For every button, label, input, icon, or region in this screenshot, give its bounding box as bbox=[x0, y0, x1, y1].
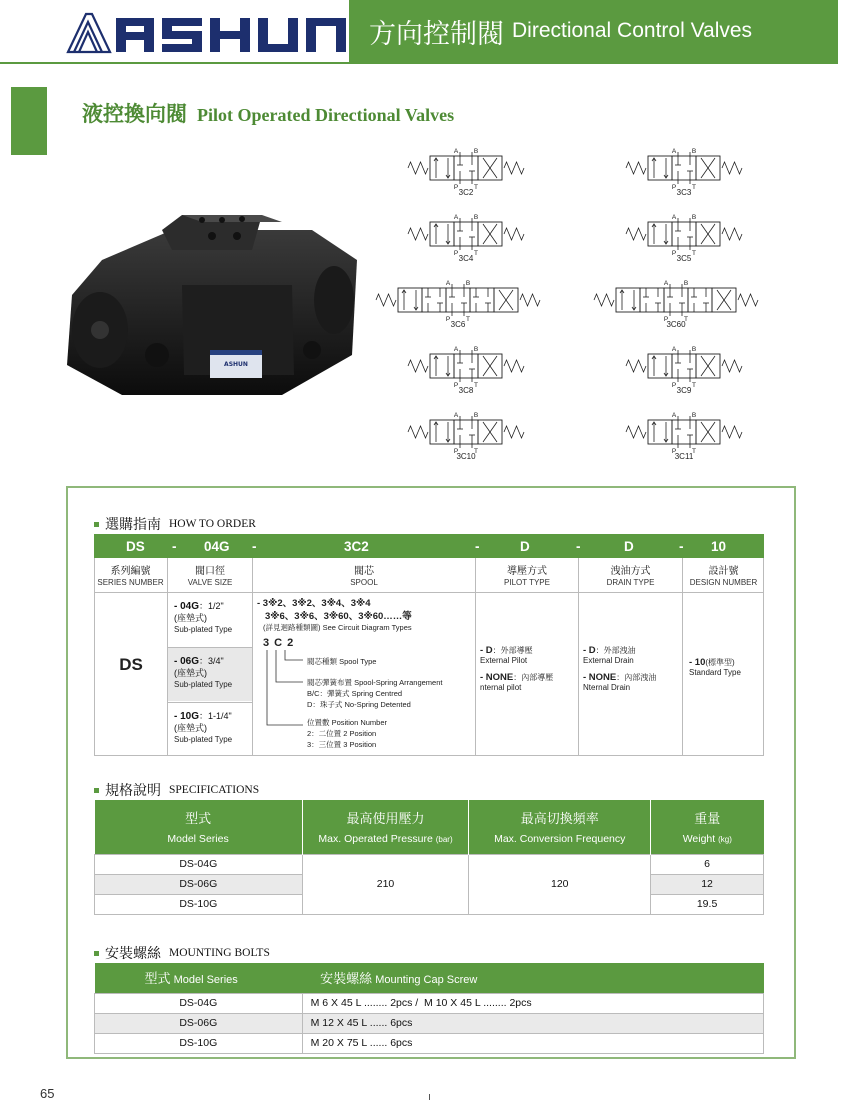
spool-code: 3 C 2 bbox=[263, 637, 295, 649]
page-title-bar bbox=[349, 0, 838, 62]
svg-text:A: A bbox=[663, 280, 669, 287]
col-series: 系列編號 SERIES NUMBER bbox=[94, 558, 168, 592]
spool-type-label: 閥芯種類 Spool Type bbox=[307, 657, 377, 666]
svg-text:P: P bbox=[671, 184, 677, 191]
col-valve-size: 閥口徑 VALVE SIZE bbox=[168, 558, 253, 592]
bolts-screw: M 20 X 75 L ...... 6pcs bbox=[302, 1033, 763, 1053]
bolts-model: DS-04G bbox=[95, 993, 303, 1013]
svg-text:B: B bbox=[691, 412, 697, 419]
circuit-label: 3C2 bbox=[458, 188, 474, 197]
spec-weight: 12 bbox=[651, 874, 764, 894]
circuit-symbol-3c2 bbox=[404, 146, 528, 206]
circuit-label: 3C3 bbox=[676, 188, 692, 197]
photo-nameplate-text: ASHUN bbox=[224, 361, 248, 368]
col-spool: 閥芯 SPOOL bbox=[253, 558, 476, 592]
table-row bbox=[95, 1033, 764, 1053]
section-title bbox=[82, 98, 454, 128]
size-06g: - 06G：3/4" (座墊式) Sub-plated Type bbox=[174, 656, 233, 689]
spec-pressure: 210 bbox=[302, 854, 469, 914]
design-standard: - 10(標準型) Standard Type bbox=[689, 657, 741, 677]
pilot-internal: - NONE：內部導壓 nternal pilot bbox=[480, 672, 554, 692]
section-title-zh: 液控換向閥 bbox=[82, 102, 187, 126]
code-series: DS bbox=[126, 539, 145, 554]
circuit-label: 3C5 bbox=[676, 254, 692, 263]
spool-line-2: 3※6、3※6、3※60、3※60……等 bbox=[265, 611, 412, 622]
circuit-label: 3C6 bbox=[450, 320, 466, 329]
svg-text:T: T bbox=[692, 184, 696, 191]
svg-text:B: B bbox=[473, 214, 479, 221]
drain-external: - D：外部洩油 External Drain bbox=[583, 645, 636, 665]
table-row bbox=[95, 854, 764, 874]
position-2-label: 2：二位置 2 Position bbox=[307, 729, 377, 738]
bolts-screw: M 12 X 45 L ...... 6pcs bbox=[302, 1013, 763, 1033]
order-code-bar bbox=[94, 534, 764, 558]
svg-text:P: P bbox=[445, 316, 451, 323]
svg-text:A: A bbox=[671, 214, 677, 221]
circuit-symbol-3c60 bbox=[590, 278, 762, 338]
circuit-symbol-3c5 bbox=[622, 212, 746, 272]
svg-text:B: B bbox=[691, 346, 697, 353]
circuit-symbol-3c9 bbox=[622, 344, 746, 404]
svg-text:T: T bbox=[466, 316, 470, 323]
code-size: 04G bbox=[204, 539, 230, 554]
bolts-model: DS-10G bbox=[95, 1033, 303, 1053]
svg-text:P: P bbox=[671, 250, 677, 257]
svg-text:B: B bbox=[691, 148, 697, 155]
svg-text:T: T bbox=[474, 448, 478, 455]
mounting-bolts-table bbox=[94, 963, 764, 1054]
drain-type-cell bbox=[579, 592, 683, 756]
series-cell bbox=[94, 592, 168, 756]
size-04g: - 04G：1/2" (座墊式) Sub-plated Type bbox=[174, 601, 233, 634]
bullet-icon bbox=[94, 522, 99, 527]
section-title-en: Pilot Operated Directional Valves bbox=[197, 105, 455, 125]
circuit-symbol-3c8 bbox=[404, 344, 528, 404]
position-number-label: 位置數 Position Number bbox=[307, 718, 388, 727]
svg-text:P: P bbox=[671, 382, 677, 389]
svg-text:P: P bbox=[671, 448, 677, 455]
series-value: DS bbox=[119, 655, 143, 674]
svg-text:P: P bbox=[453, 184, 459, 191]
circuit-label: 3C11 bbox=[674, 452, 694, 461]
circuit-label: 3C4 bbox=[458, 254, 474, 263]
spec-header-weight: 重量 Weight (kg) bbox=[651, 800, 764, 854]
bullet-icon bbox=[94, 951, 99, 956]
svg-text:T: T bbox=[474, 382, 478, 389]
circuit-symbol-3c3 bbox=[622, 146, 746, 206]
product-photo bbox=[62, 190, 362, 400]
spool-line-3: (詳見迴路種類圖) See Circuit Diagram Types bbox=[263, 623, 412, 632]
svg-text:T: T bbox=[692, 250, 696, 257]
svg-text:P: P bbox=[453, 448, 459, 455]
ashun-logo bbox=[66, 8, 366, 56]
svg-text:A: A bbox=[671, 346, 677, 353]
section-marker bbox=[11, 87, 47, 155]
svg-text:A: A bbox=[671, 148, 677, 155]
code-drain: D bbox=[624, 539, 634, 554]
svg-text:A: A bbox=[453, 148, 459, 155]
bolts-header-screw: 安裝螺絲 Mounting Cap Screw bbox=[302, 963, 763, 993]
mounting-bolts-heading: 安裝螺絲 MOUNTING BOLTS bbox=[94, 943, 270, 963]
code-dash: - bbox=[475, 539, 480, 554]
how-to-order-heading: 選購指南 HOW TO ORDER bbox=[94, 514, 256, 534]
svg-text:B: B bbox=[473, 346, 479, 353]
spool-bc-label: B/C：彈簧式 Spring Centred bbox=[307, 689, 403, 698]
svg-text:T: T bbox=[692, 382, 696, 389]
bolts-model: DS-06G bbox=[95, 1013, 303, 1033]
code-dash: - bbox=[252, 539, 257, 554]
circuit-label: 3C9 bbox=[676, 386, 692, 395]
svg-text:T: T bbox=[474, 250, 478, 257]
svg-text:P: P bbox=[453, 250, 459, 257]
svg-text:P: P bbox=[453, 382, 459, 389]
svg-text:A: A bbox=[671, 412, 677, 419]
pilot-external: - D：外部導壓 External Pilot bbox=[480, 645, 533, 665]
circuit-label: 3C60 bbox=[666, 320, 686, 329]
col-design-number: 設計號 DESIGN NUMBER bbox=[689, 566, 758, 587]
svg-text:P: P bbox=[663, 316, 669, 323]
spool-arrangement-label: 閥芯彈簧布置 Spool-Spring Arrangement bbox=[307, 678, 443, 687]
bolts-header-model: 型式 Model Series bbox=[95, 963, 303, 993]
svg-text:T: T bbox=[474, 184, 478, 191]
svg-text:B: B bbox=[683, 280, 689, 287]
page-number: 65 bbox=[40, 1086, 55, 1100]
code-dash: - bbox=[679, 539, 684, 554]
svg-text:B: B bbox=[465, 280, 471, 287]
spool-cell bbox=[253, 592, 476, 756]
how-to-order-table bbox=[94, 534, 764, 756]
table-row bbox=[95, 993, 764, 1013]
spool-d-label: D：珠子式 No-Spring Detented bbox=[307, 700, 411, 709]
spec-weight: 19.5 bbox=[651, 894, 764, 914]
bolts-screw: M 6 X 45 L ........ 2pcs / M 10 X 45 L ........ 2pcs bbox=[302, 993, 763, 1013]
valve-size-cell bbox=[168, 592, 253, 756]
svg-text:T: T bbox=[684, 316, 688, 323]
title-underline bbox=[0, 62, 838, 64]
code-design: 10 bbox=[711, 539, 727, 554]
svg-text:A: A bbox=[453, 346, 459, 353]
page-title-en: Directional Control Valves bbox=[512, 19, 753, 42]
svg-text:B: B bbox=[473, 148, 479, 155]
spec-model: DS-10G bbox=[95, 894, 303, 914]
svg-text:A: A bbox=[453, 214, 459, 221]
pilot-type-cell bbox=[476, 592, 579, 756]
specifications-table bbox=[94, 800, 764, 915]
bullet-icon bbox=[94, 788, 99, 793]
spec-header-model: 型式 Model Series bbox=[95, 800, 303, 854]
design-number-cell bbox=[683, 592, 764, 756]
spec-header-pressure: 最高使用壓力 Max. Operated Pressure (bar) bbox=[302, 800, 469, 854]
page-mark bbox=[429, 1094, 430, 1100]
code-pilot: D bbox=[520, 539, 530, 554]
code-dash: - bbox=[576, 539, 581, 554]
page-title-zh: 方向控制閥 bbox=[369, 18, 504, 50]
spec-header-frequency: 最高切換頻率 Max. Conversion Frequency bbox=[469, 800, 651, 854]
circuit-symbol-3c10 bbox=[404, 410, 528, 470]
spec-frequency: 120 bbox=[469, 854, 651, 914]
svg-text:A: A bbox=[445, 280, 451, 287]
spec-model: DS-04G bbox=[95, 854, 303, 874]
circuit-symbol-3c6 bbox=[372, 278, 544, 338]
circuit-symbol-3c11 bbox=[622, 410, 746, 470]
circuit-label: 3C8 bbox=[458, 386, 474, 395]
code-dash: - bbox=[172, 539, 177, 554]
spec-model: DS-06G bbox=[95, 874, 303, 894]
svg-text:B: B bbox=[473, 412, 479, 419]
position-3-label: 3：三位置 3 Position bbox=[307, 740, 377, 749]
spec-weight: 6 bbox=[651, 854, 764, 874]
svg-text:B: B bbox=[691, 214, 697, 221]
spool-line-1: - 3※2、3※2、3※4、3※4 bbox=[257, 598, 371, 609]
svg-text:A: A bbox=[453, 412, 459, 419]
size-10g: - 10G：1-1/4" (座墊式) Sub-plated Type bbox=[174, 711, 233, 744]
circuit-label: 3C10 bbox=[456, 452, 476, 461]
ashun-logo-icon bbox=[66, 8, 366, 56]
code-spool: 3C2 bbox=[344, 539, 369, 554]
col-pilot-type: 導壓方式 PILOT TYPE bbox=[476, 558, 579, 592]
drain-internal: - NONE：內部洩油 Nternal Drain bbox=[583, 672, 657, 692]
specifications-heading: 規格說明 SPECIFICATIONS bbox=[94, 780, 259, 800]
table-row bbox=[95, 1013, 764, 1033]
circuit-symbol-3c4 bbox=[404, 212, 528, 272]
col-drain-type: 洩油方式 DRAIN TYPE bbox=[579, 558, 683, 592]
svg-text:T: T bbox=[692, 448, 696, 455]
